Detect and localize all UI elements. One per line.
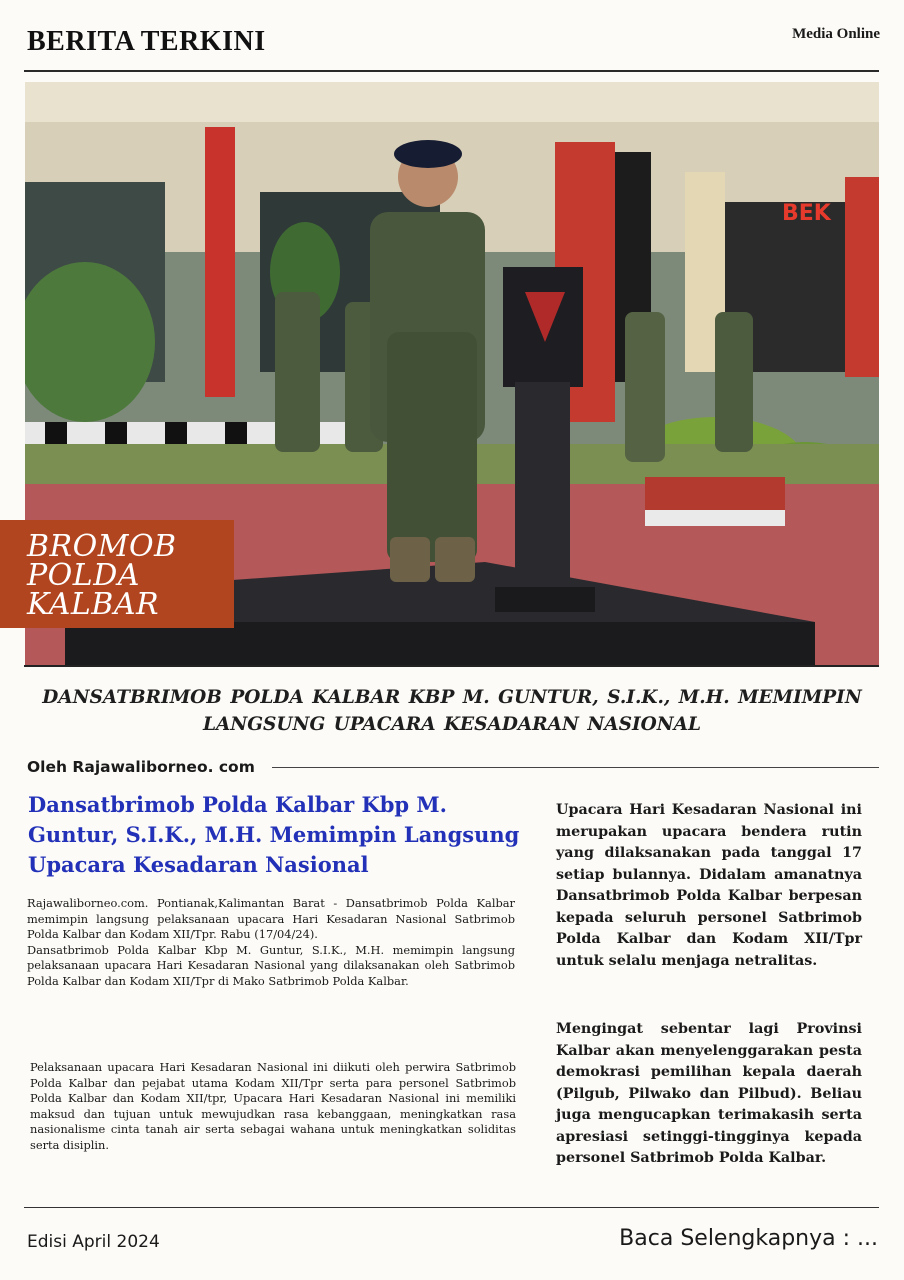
badge-line: KALBAR <box>27 587 160 622</box>
edition-label: Edisi April 2024 <box>27 1232 160 1252</box>
footer-divider <box>24 1207 879 1208</box>
article-paragraph: Pelaksanaan upacara Hari Kesadaran Nasional ini diikuti oleh perwira Satbrimob Polda Kalbar dan pejabat utama Kodam XII/Tpr serta para personel Satbrimob Polda Kalbar dan Kodam XII/tpr, Upacara Hari Kesadaran Nasional ini memiliki maksud dan tujuan untuk mewujudkan rasa kebanggaan, meningkatkan rasa nasionalisme cinta tanah air serta sebagai wahana untuk meningkatkan soliditas serta disiplin. <box>30 1060 516 1152</box>
masthead-title: BERITA TERKINI <box>27 26 266 57</box>
headline-line: DANSATBRIMOB POLDA KALBAR KBP M. GUNTUR, S.I.K., M.H. MEMIMPIN <box>42 687 862 708</box>
headline <box>40 684 864 738</box>
read-more-link[interactable]: Baca Selengkapnya : ... <box>619 1226 878 1251</box>
article-paragraph: Mengingat sebentar lagi Provinsi Kalbar akan menyelenggarakan pesta demokrasi pemilihan kepala daerah (Pilgub, Pilwako dan Pilbud). Beliau juga mengucapkan terimakasih serta apresiasi setinggi-tingginya kepada personel Satbrimob Polda Kalbar. <box>556 1021 862 1166</box>
top-divider <box>24 70 879 72</box>
badge-line: BROMOB <box>27 529 177 564</box>
article-paragraph: Upacara Hari Kesadaran Nasional ini merupakan upacara bendera rutin yang dilaksanakan pada tanggal 17 setiap bulannya. Didalam amanatnya Dansatbrimob Polda Kalbar berpesan kepada seluruh personel Satbrimob Polda Kalbar dan Kodam XII/Tpr untuk selalu menjaga netralitas. <box>556 802 862 969</box>
badge-bromob-polda-kalbar <box>0 520 234 628</box>
byline-divider <box>272 767 879 768</box>
badge-line: POLDA <box>27 558 140 593</box>
headline-line: LANGSUNG UPACARA KESADARAN NASIONAL <box>202 714 702 735</box>
sign-text: BEK <box>782 201 831 226</box>
paragraph-text: Rajawaliborneo.com. Pontianak,Kalimantan Barat - Dansatbrimob Polda Kalbar memimpin langsung pelaksanaan upacara Hari Kesadaran Nasional Satbrimob Polda Kalbar dan Kodam XII/Tpr. Rabu (17/04/24). <box>27 896 515 942</box>
article-subhead: Dansatbrimob Polda Kalbar Kbp M. Guntur, S.I.K., M.H. Memimpin Langsung Upacara Kesadaran Nasional <box>28 792 520 877</box>
paragraph-text: Dansatbrimob Polda Kalbar Kbp M. Guntur, S.I.K., M.H. memimpin langsung pelaksanaan upacara Hari Kesadaran Nasional yang dilaksanakan oleh Satbrimob Polda Kalbar dan Kodam XII/Tpr di Mako Satbrimob Polda Kalbar. <box>27 942 515 988</box>
photo-divider <box>24 665 879 667</box>
byline: Oleh Rajawaliborneo. com <box>27 758 255 776</box>
masthead-subtitle: Media Online <box>792 26 880 42</box>
article-paragraph <box>27 896 515 990</box>
